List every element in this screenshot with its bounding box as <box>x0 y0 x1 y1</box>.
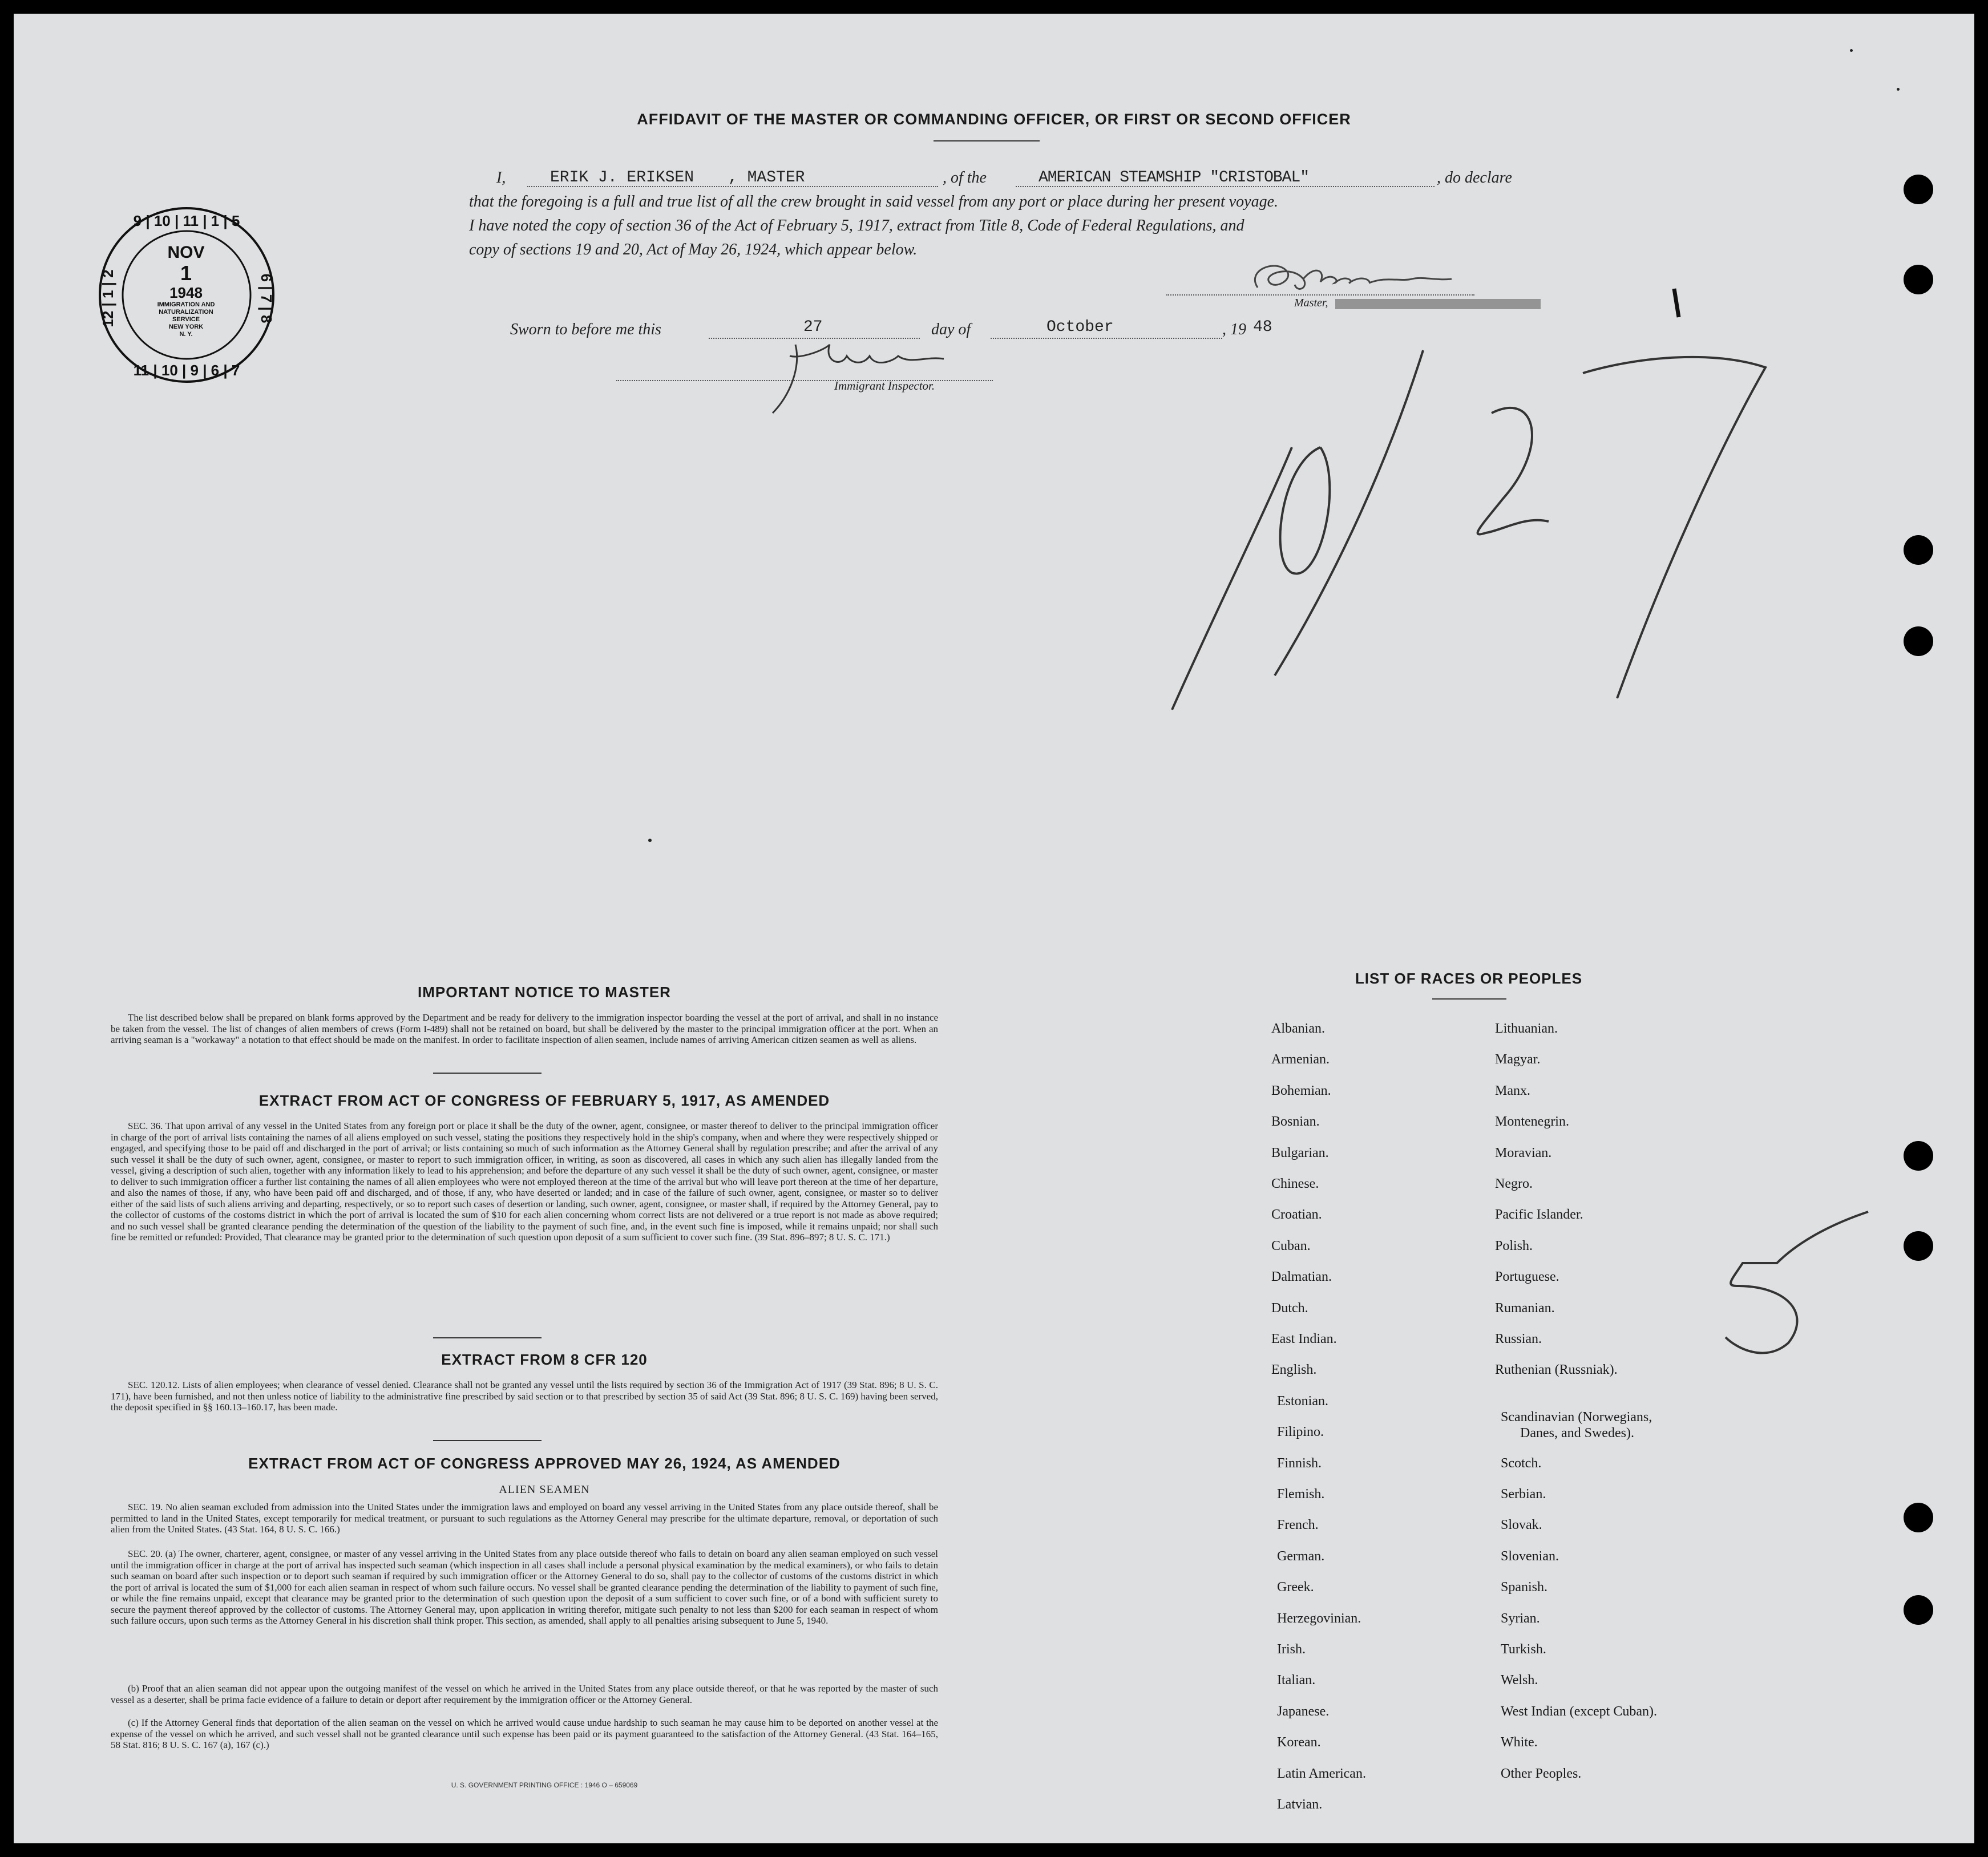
handwritten-tick <box>1668 283 1691 329</box>
binder-hole <box>1904 626 1933 656</box>
race-item: West Indian (except Cuban). <box>1501 1704 1657 1719</box>
race-item: Serbian. <box>1501 1487 1546 1502</box>
document-page <box>14 14 1974 1843</box>
day-of-label: day of <box>931 321 971 338</box>
i-label: I, <box>496 169 506 187</box>
race-item: Bohemian. <box>1271 1083 1331 1098</box>
race-item: Pacific Islander. <box>1495 1207 1583 1223</box>
struck-out-text <box>1335 299 1541 309</box>
notice-body: The list described below shall be prepared on blank forms approved by the Department and be ready for delivery to the immigration inspector boarding the vessel at the port of arrival, and shall in no instance be taken from the vessel. The list of changes of alien members of crews (Form I-489) shall not be retained on board, but shall be delivered by the master to the principal immigration officer at the port. When an arriving seaman is a "workaway" a notation to that effect should be made on the manifest. In order to facilitate inspection of alien seamen, include names of arriving American citizen seamen as well as aliens. <box>111 1012 938 1045</box>
declaration-line-2: that the foregoing is a full and true list of all the crew brought in said vessel from any port or place during her present voyage. <box>469 193 1279 211</box>
extract-1917-heading: EXTRACT FROM ACT OF CONGRESS OF FEBRUARY 5, 1917, AS AMENDED <box>258 1092 830 1109</box>
race-item: Other Peoples. <box>1501 1766 1582 1781</box>
race-item: Moravian. <box>1495 1145 1552 1160</box>
race-item: Albanian. <box>1271 1021 1325 1036</box>
race-item: Herzegovinian. <box>1277 1611 1361 1626</box>
race-item: Russian. <box>1495 1332 1542 1346</box>
binder-hole <box>1904 1141 1933 1171</box>
sec-19-body: SEC. 19. No alien seaman excluded from admission into the United States under the immigration laws and employed on board any vessel arriving in the United States from any place outside thereof, shall be permitted to land in the United States, except temporarily for medical treatment, or pursuant to such regulations as the Attorney General may prescribe for the ultimate departure, removal, or deportation of such alien from the United States. (43 Stat. 164, 8 U. S. C. 166.) <box>111 1502 938 1535</box>
race-item: Japanese. <box>1277 1704 1330 1719</box>
handwritten-number <box>1708 1200 1874 1366</box>
stamp-month: NOV <box>167 243 205 262</box>
race-item: Slovak. <box>1501 1518 1542 1533</box>
race-item: Scotch. <box>1501 1455 1542 1471</box>
binder-hole <box>1904 535 1933 565</box>
race-item: Lithuanian. <box>1495 1021 1558 1036</box>
race-item: Slovenian. <box>1501 1548 1559 1564</box>
race-item: Irish. <box>1277 1642 1306 1657</box>
officer-name: ERIK J. ERIKSEN <box>550 169 694 187</box>
ink-speck <box>648 839 652 842</box>
alien-seamen-subheading: ALIEN SEAMEN <box>499 1483 590 1496</box>
race-item: English. <box>1271 1362 1317 1378</box>
race-item: Portuguese. <box>1495 1269 1559 1285</box>
ink-speck <box>1897 88 1900 91</box>
divider <box>433 1440 542 1441</box>
master-caption: Master, <box>1294 297 1328 309</box>
race-item: French. <box>1277 1518 1319 1533</box>
binder-hole <box>1904 1595 1933 1625</box>
race-item: Rumanian. <box>1495 1300 1555 1316</box>
race-item: Armenian. <box>1271 1052 1330 1067</box>
immigration-stamp <box>96 204 277 386</box>
race-item: Flemish. <box>1277 1487 1325 1502</box>
declaration-line-3: I have noted the copy of section 36 of the Act of February 5, 1917, extract from Title 8, Code of Federal Regulations, and <box>469 217 1244 234</box>
race-item: East Indian. <box>1271 1332 1337 1346</box>
stamp-state: N. Y. <box>179 331 193 338</box>
sec-20b-body: (b) Proof that an alien seaman did not appear upon the outgoing manifest of the vessel on which he arrived in the United States from any place outside thereof, or that he was reported by the master of such vessel as a deserter, shall be prima facie evidence of a failure to detain or deport after requirement by the immigration officer or the Attorney General. <box>111 1683 938 1705</box>
title-divider <box>934 140 1040 141</box>
extract-1924-heading: EXTRACT FROM ACT OF CONGRESS APPROVED MAY 26, 1924, AS AMENDED <box>248 1455 841 1472</box>
stamp-agency-1: IMMIGRATION AND <box>157 301 215 308</box>
races-divider <box>1432 998 1506 1000</box>
race-item: Filipino. <box>1277 1425 1324 1440</box>
race-item: Welsh. <box>1501 1673 1538 1688</box>
svg-text:6 | 7 | 8: 6 | 7 | 8 <box>258 273 275 323</box>
stamp-day: 1 <box>180 261 192 285</box>
inspector-caption: Immigrant Inspector. <box>834 379 935 393</box>
cfr-heading: EXTRACT FROM 8 CFR 120 <box>441 1351 648 1368</box>
race-item: German. <box>1277 1548 1325 1564</box>
race-item: Chinese. <box>1271 1176 1319 1191</box>
stamp-city: NEW YORK <box>168 323 204 330</box>
stamp-agency-2: NATURALIZATION <box>159 309 213 315</box>
race-item: Manx. <box>1495 1083 1530 1098</box>
affidavit-title: AFFIDAVIT OF THE MASTER OR COMMANDING OFFICER, OR FIRST OR SECOND OFFICER <box>637 111 1351 128</box>
race-item: Montenegrin. <box>1495 1114 1569 1130</box>
race-item: Dutch. <box>1271 1300 1308 1316</box>
sworn-day: 27 <box>803 318 823 336</box>
divider <box>433 1337 542 1338</box>
race-item: Polish. <box>1495 1238 1533 1253</box>
of-the-label: , of the <box>943 169 987 187</box>
sec-20a-body: SEC. 20. (a) The owner, charterer, agent, consignee, or master of any vessel arriving in the United States from any place outside thereof who fails to detain on board any alien seaman employed on such vessel until the immigration officer in charge at the port of arrival has inspected such seaman (which inspection in all cases shall include a personal physical examination by the medical examiners), or who fails to detain such seaman on board after such inspection or to deport such seaman if required by such immigration officer or the Attorney General to do so, shall pay to the collector of customs of the customs district in which the port of arrival is located the sum of $1,000 for each alien seaman in respect of whom such failure occurs. No vessel shall be granted clearance pending the determination of the liability to payment of such fine, or while the fine remains unpaid, except that clearance may be granted prior to the determination of such question upon the deposit of a sum sufficient to cover such fine, or of a bond with sufficient surety to secure the payment thereof approved by the collector of customs. The Attorney General may, upon application in writing therefor, mitigate such penalty to not less than $200 for each seaman in respect of whom such failure occurs, upon such terms as the Attorney General in his discretion shall think proper. This section, as amended, shall apply to all penalties arising subsequent to June 5, 1940. <box>111 1548 938 1626</box>
race-item: Finnish. <box>1277 1455 1322 1471</box>
binder-hole <box>1904 265 1933 294</box>
do-declare-label: , do declare <box>1437 169 1512 187</box>
race-item: Greek. <box>1277 1580 1314 1595</box>
race-item: Scandinavian (Norwegians, <box>1501 1409 1652 1425</box>
stamp-year: 1948 <box>169 284 203 301</box>
binder-hole <box>1904 1503 1933 1532</box>
race-item: Ruthenian (Russniak). <box>1495 1362 1618 1378</box>
svg-text:9 | 10 | 11 | 1 | 5: 9 | 10 | 11 | 1 | 5 <box>133 212 240 229</box>
race-item: Negro. <box>1495 1176 1533 1191</box>
binder-hole <box>1904 175 1933 204</box>
handwritten-date-annotation <box>1149 333 1885 721</box>
race-item: Estonian. <box>1277 1393 1328 1409</box>
race-item: Danes, and Swedes). <box>1520 1425 1634 1441</box>
race-item: Latin American. <box>1277 1766 1366 1781</box>
race-item: White. <box>1501 1735 1538 1750</box>
notice-heading: IMPORTANT NOTICE TO MASTER <box>418 984 671 1001</box>
race-item: Turkish. <box>1501 1642 1546 1657</box>
race-item: Croatian. <box>1271 1207 1322 1223</box>
year-prefix: , 19 <box>1222 321 1246 338</box>
extract-1917-body: SEC. 36. That upon arrival of any vessel in the United States from any foreign port or place it shall be the duty of the owner, agent, consignee, or master thereof to deliver to the principal immigration officer in charge of the port of arrival lists containing the names of all aliens employed on such vessel, stating the positions they respectively hold in the ship's company, when and where they were respectively shipped or engaged, and specifying those to be paid off and discharged in the port of arrival; or lists containing so much of such information as the Attorney General shall by regulation prescribe; and after the arrival of any such vessel it shall be the duty of such owner, agent, consignee, or master to report to such immigration officer, in writing, as soon as discovered, all cases in which any such alien has illegally landed from the vessel, giving a description of such alien, together with any information likely to lead to his apprehension; and before the departure of any such vessel it shall be the duty of such owner, agent, consignee, or master to deliver to such immigration officer a further list containing the names of all alien employees who were not employed thereon at the time of the arrival but who will leave port thereon at the time of her departure, and also the names of those, if any, who have been paid off and discharged, and of those, if any, who have deserted or landed; and in case of the failure of such owner, agent, consignee, or master so to deliver either of the said lists of such aliens arriving and departing, respectively, or so to report such cases of desertion or landing, such owner, agent, consignee, or master shall, if required by the Attorney General, pay to the collector of customs of the costoms district in which the port of arrival is located the sum of $10 for each alien concerning whom correct lists are not delivered or a true report is not made as above required; and no such vessel shall be granted clearance pending the determination of the question of the liability to the payment of such fine, and, in the event such fine is imposed, while it remains unpaid; nor shall such fine be remitted or refunded: Provided, That clearance may be granted prior to the determination of such question upon deposit of a sum sufficient to cover such fine. (39 Stat. 896–897; 8 U. S. C. 171.) <box>111 1120 938 1243</box>
ink-speck <box>1850 49 1853 52</box>
master-signature <box>1241 248 1537 305</box>
sec-20c-body: (c) If the Attorney General finds that deportation of the alien seaman on the vessel on which he arrived would cause undue hardship to such seaman he may cause him to be deported on another vessel at the expense of the vessel on which he arrived, and such vessel shall not be granted clearance until such expense has been paid or its payment guaranteed to the satisfaction of the Attorney General. (43 Stat. 164–165, 58 Stat. 816; 8 U. S. C. 167 (a), 167 (c).) <box>111 1717 938 1750</box>
race-item: Bosnian. <box>1271 1114 1320 1130</box>
race-item: Spanish. <box>1501 1580 1548 1595</box>
cfr-body: SEC. 120.12. Lists of alien employees; when clearance of vessel denied. Clearance shall not be granted any vessel until the lists required by section 36 of the Immigration Act of 1917 (39 Stat. 896; 8 U. S. C. 171), have been furnished, and not then unless notice of liability to the administrative fine prescribed by said section or to that prescribed by section 35 of said Act (39 Stat. 896; 8 U. S. C. 169) having been served, the deposit specified in §§ 160.13–160.17, has been made. <box>111 1379 938 1413</box>
sworn-month: October <box>1046 318 1114 336</box>
race-item: Cuban. <box>1271 1238 1311 1253</box>
sworn-label: Sworn to before me this <box>510 321 661 338</box>
officer-rank: , MASTER <box>728 169 805 187</box>
svg-text:11 | 10 | 9 | 6 | 7: 11 | 10 | 9 | 6 | 7 <box>133 362 240 379</box>
vessel-name: AMERICAN STEAMSHIP "CRISTOBAL" <box>1039 169 1310 187</box>
race-item: Latvian. <box>1277 1797 1323 1812</box>
race-item: Italian. <box>1277 1673 1316 1688</box>
printing-office-footer: U. S. GOVERNMENT PRINTING OFFICE : 1946 O – 659069 <box>451 1781 638 1789</box>
stamp-agency-3: SERVICE <box>172 316 200 323</box>
svg-text:12 | 1 | 2: 12 | 1 | 2 <box>99 269 116 327</box>
race-item: Magyar. <box>1495 1052 1541 1067</box>
inspector-signature <box>755 333 1007 419</box>
divider <box>433 1073 542 1074</box>
race-item: Syrian. <box>1501 1611 1540 1626</box>
sworn-year: 48 <box>1253 318 1272 336</box>
race-item: Bulgarian. <box>1271 1145 1329 1160</box>
binder-hole <box>1904 1231 1933 1261</box>
races-heading: LIST OF RACES OR PEOPLES <box>1355 970 1583 987</box>
declaration-line-4: copy of sections 19 and 20, Act of May 26, 1924, which appear below. <box>469 241 918 258</box>
race-item: Korean. <box>1277 1735 1321 1750</box>
race-item: Dalmatian. <box>1271 1269 1332 1285</box>
